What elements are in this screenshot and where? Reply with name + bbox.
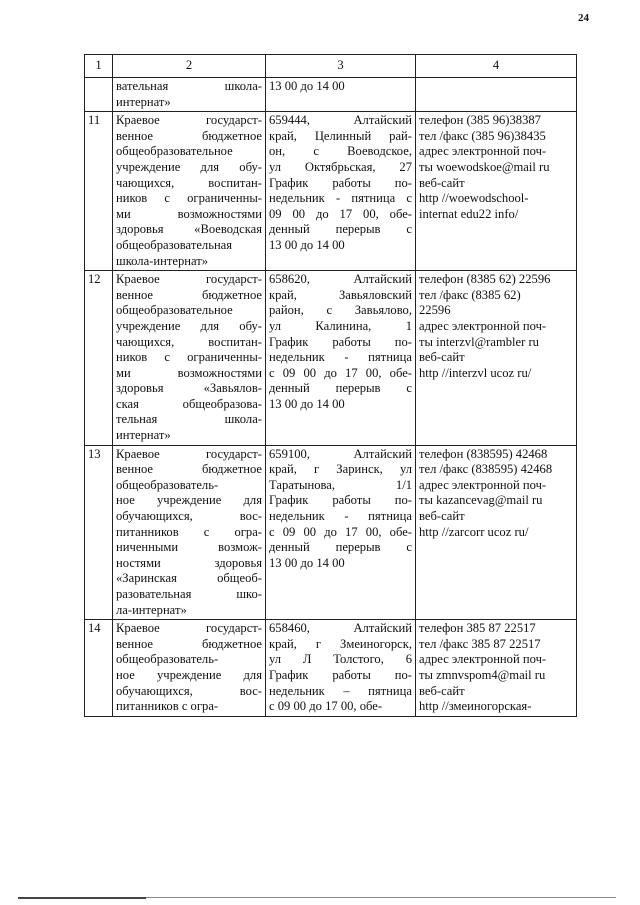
text-line: адрес электронной поч- — [419, 144, 547, 159]
header-col-3: 3 — [266, 55, 416, 78]
text-line: интернат» — [116, 428, 171, 443]
table-row — [85, 445, 577, 620]
text-line: телефон (838595) 42468 — [419, 446, 548, 461]
text-line: школа-интернат» — [116, 253, 209, 268]
table-header-row — [85, 55, 577, 78]
text-line: питанников с огра- — [116, 524, 262, 539]
contacts-cell — [416, 78, 577, 112]
text-line: недельник - пятница с — [269, 191, 412, 206]
text-line: питанников с огра- — [116, 699, 219, 714]
text-line: http //zarcorr ucoz ru/ — [419, 524, 529, 539]
text-line: «Заринская общеоб- — [116, 571, 262, 586]
text-line: ты kazancevag@mail ru — [419, 493, 543, 508]
text-line: 658460, Алтайский — [269, 621, 412, 636]
text-line: 13 00 до 14 00 — [269, 396, 345, 411]
text-line: телефон (385 96)38387 — [419, 113, 541, 128]
text-line: с 09 00 до 17 00, обе- — [269, 524, 412, 539]
text-line: общеобразовательное — [116, 144, 233, 159]
text-line: недельник – пятница — [269, 683, 412, 698]
text-line: венное бюджетное — [116, 128, 262, 143]
text-line: с 09 00 до 17 00, обе- — [269, 365, 412, 380]
text-line: веб-сайт — [419, 683, 465, 698]
text-line: ное учреждение для — [116, 493, 262, 508]
row-number: 12 — [85, 271, 113, 446]
address-cell — [266, 271, 416, 446]
text-line: денный перерыв с — [269, 222, 412, 237]
org-name-cell — [113, 271, 266, 446]
text-line: Краевое государст- — [116, 621, 262, 636]
text-line: общеобразователь- — [116, 477, 219, 492]
row-number: 13 — [85, 445, 113, 620]
bottom-rule-thin — [146, 897, 616, 898]
text-line: здоровья «Воеводская — [116, 222, 262, 237]
text-line: венное бюджетное — [116, 636, 262, 651]
text-line: тел /факс 385 87 22517 — [419, 636, 541, 651]
text-line: График работы по- — [269, 334, 412, 349]
text-line: ты interzvl@rambler ru — [419, 334, 539, 349]
text-line: учреждение для обу- — [116, 318, 262, 333]
text-line: денный перерыв с — [269, 540, 412, 555]
text-line: ниченными возмож- — [116, 540, 262, 555]
table-row — [85, 271, 577, 446]
header-col-4: 4 — [416, 55, 577, 78]
header-col-2: 2 — [113, 55, 266, 78]
text-line: Краевое государст- — [116, 113, 262, 128]
text-line: чающихся, воспитан- — [116, 334, 262, 349]
text-line: internat edu22 info/ — [419, 206, 519, 221]
text-line: адрес электронной поч- — [419, 652, 547, 667]
text-line: адрес электронной поч- — [419, 318, 547, 333]
table-row — [85, 620, 577, 717]
text-line: тельная школа- — [116, 412, 262, 427]
text-line: край, г Змеиногорск, — [269, 636, 412, 651]
text-line: http //змеиногорская- — [419, 699, 532, 714]
text-line: 659444, Алтайский — [269, 113, 412, 128]
text-line: он, с Воеводское, — [269, 144, 412, 159]
contacts-cell — [416, 112, 577, 271]
text-line: обучающихся, вос- — [116, 683, 262, 698]
text-line: Краевое государст- — [116, 272, 262, 287]
text-line: График работы по- — [269, 493, 412, 508]
org-name-cell — [113, 445, 266, 620]
text-line: ностями здоровья — [116, 555, 262, 570]
text-line: учреждение для обу- — [116, 159, 262, 174]
text-line: График работы по- — [269, 667, 412, 682]
text-line: интернат» — [116, 94, 171, 109]
org-name-cell — [113, 78, 266, 112]
text-line: вательная школа- — [116, 79, 262, 93]
contacts-cell — [416, 271, 577, 446]
text-line: общеобразовательное — [116, 303, 233, 318]
row-number: 14 — [85, 620, 113, 717]
text-line: веб-сайт — [419, 350, 465, 365]
text-line: венное бюджетное — [116, 287, 262, 302]
text-line: 13 00 до 14 00 — [269, 79, 345, 93]
org-name-cell — [113, 112, 266, 271]
text-line: ников с ограниченны- — [116, 350, 262, 365]
text-line: обучающихся, вос- — [116, 509, 262, 524]
text-line: край, г Заринск, ул — [269, 462, 412, 477]
text-line: край, Завьяловский — [269, 287, 412, 302]
text-line: общеобразователь- — [116, 652, 219, 667]
text-line: ми возможностями — [116, 365, 262, 380]
text-line: http //interzvl ucoz ru/ — [419, 365, 532, 380]
page-number: 24 — [578, 12, 589, 24]
text-line: 658620, Алтайский — [269, 272, 412, 287]
address-cell — [266, 445, 416, 620]
text-line: ников с ограниченны- — [116, 191, 262, 206]
text-line: ла-интернат» — [116, 602, 187, 617]
text-line: адрес электронной поч- — [419, 477, 547, 492]
text-line: ул Л Толстого, 6 — [269, 652, 412, 667]
text-line: 659100, Алтайский — [269, 446, 412, 461]
text-line: http //woewodschool- — [419, 191, 529, 206]
text-line: общеобразовательная — [116, 237, 233, 252]
text-line: тел /факс (838595) 42468 — [419, 462, 553, 477]
text-line: недельник - пятница — [269, 350, 412, 365]
text-line: Таратынова, 1/1 — [269, 477, 412, 492]
text-line: телефон (8385 62) 22596 — [419, 272, 551, 287]
text-line: ская общеобразова- — [116, 396, 262, 411]
text-line: веб-сайт — [419, 175, 465, 190]
text-line: с 09 00 до 17 00, обе- — [269, 699, 383, 714]
text-line: 22596 — [419, 303, 451, 318]
text-line: График работы по- — [269, 175, 412, 190]
text-line: район, с Завьялово, — [269, 303, 412, 318]
text-line: венное бюджетное — [116, 462, 262, 477]
text-line: телефон 385 87 22517 — [419, 621, 536, 636]
text-line: ты zmnvspom4@mail ru — [419, 667, 546, 682]
org-name-cell — [113, 620, 266, 717]
table-row — [85, 112, 577, 271]
text-line: ми возможностями — [116, 206, 262, 221]
bottom-rule — [18, 897, 146, 899]
text-line: ное учреждение для — [116, 667, 262, 682]
contacts-cell — [416, 620, 577, 717]
text-line: ты woewodskoe@mail ru — [419, 159, 550, 174]
row-number: 11 — [85, 112, 113, 271]
text-line: денный перерыв с — [269, 381, 412, 396]
row-number — [85, 78, 113, 112]
text-line: тел /факс (8385 62) — [419, 287, 521, 302]
text-line: край, Целинный рай- — [269, 128, 412, 143]
text-line: Краевое государст- — [116, 446, 262, 461]
address-cell — [266, 112, 416, 271]
contacts-cell — [416, 445, 577, 620]
text-line: 13 00 до 14 00 — [269, 237, 345, 252]
table-row — [85, 78, 577, 112]
text-line: ул Октябрьская, 27 — [269, 159, 412, 174]
text-line: ул Калинина, 1 — [269, 318, 412, 333]
text-line: тел /факс (385 96)38435 — [419, 128, 546, 143]
header-col-1: 1 — [85, 55, 113, 78]
text-line: 13 00 до 14 00 — [269, 555, 345, 570]
address-cell — [266, 620, 416, 717]
text-line: чающихся, воспитан- — [116, 175, 262, 190]
address-cell — [266, 78, 416, 112]
organizations-table — [84, 54, 577, 717]
text-line: 09 00 до 17 00, обе- — [269, 206, 412, 221]
text-line: здоровья «Завьялов- — [116, 381, 262, 396]
text-line: разовательная шко- — [116, 587, 262, 601]
text-line: веб-сайт — [419, 509, 465, 524]
text-line: недельник - пятница — [269, 509, 412, 524]
